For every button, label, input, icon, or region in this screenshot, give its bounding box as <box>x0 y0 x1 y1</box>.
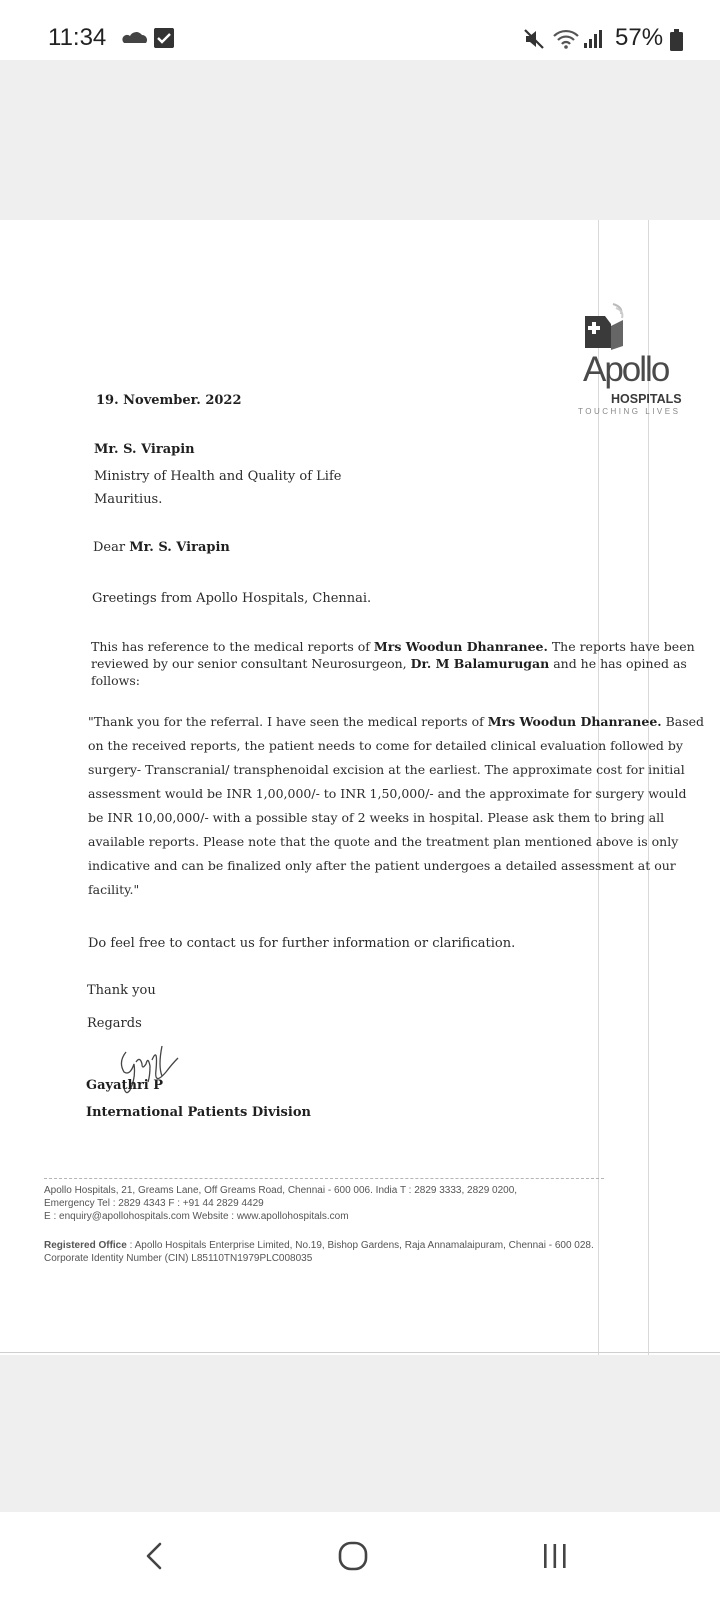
paragraph-line: be INR 10,00,000/- with a possible stay of 2 weeks in hospital. Please ask them to bring all <box>88 810 665 825</box>
paragraph-line: assessment would be INR 1,00,000/- to INR 1,50,000/- and the approximate for surgery would <box>88 786 687 801</box>
recipient-country: Mauritius. <box>94 492 163 507</box>
salutation-prefix: Dear <box>93 540 130 555</box>
cloud-icon <box>122 31 148 45</box>
text: reviewed by our senior consultant Neurosurgeon, <box>91 656 411 671</box>
logo-wordmark: Apollo <box>583 350 669 389</box>
signer-name: Gayathri P <box>86 1078 164 1093</box>
doctor-name: Dr. M Balamurugan <box>410 656 550 671</box>
status-time: 11:34 <box>48 24 107 51</box>
salutation-name: Mr. S. Virapin <box>129 540 230 555</box>
text: Based <box>661 714 705 729</box>
footer-divider <box>44 1178 604 1179</box>
contact-line: Do feel free to contact us for further information or clarification. <box>88 936 516 951</box>
text: : Apollo Hospitals Enterprise Limited, No.19, Bishop Gardens, Raja Annamalaipuram, Chennai - 600 028. <box>126 1240 594 1251</box>
paragraph-line: indicative and can be finalized only after the patient undergoes a detailed assessment at our <box>88 858 676 873</box>
paragraph-line: facility." <box>88 882 140 897</box>
paragraph-line <box>91 638 695 655</box>
check-icon <box>154 28 174 48</box>
mute-icon <box>523 28 545 50</box>
recipient-organization: Ministry of Health and Quality of Life <box>94 469 342 484</box>
home-icon[interactable] <box>338 1540 368 1572</box>
apollo-logo <box>578 302 703 420</box>
text: The reports have been <box>547 639 695 654</box>
back-icon[interactable] <box>140 1538 170 1574</box>
paragraph-line: follows: <box>91 673 140 688</box>
recent-apps-icon[interactable] <box>540 1542 570 1570</box>
paragraph-line: on the received reports, the patient needs to come for detailed clinical evaluation followed by <box>88 738 683 753</box>
patient-name: Mrs Woodun Dhanranee. <box>373 639 548 654</box>
paragraph-line: surgery- Transcranial/ transphenoidal excision at the earliest. The approximate cost for initial <box>88 762 685 777</box>
battery-icon <box>670 29 683 51</box>
footer-label: Registered Office <box>44 1240 127 1251</box>
regards: Regards <box>87 1016 142 1031</box>
salutation <box>93 540 230 555</box>
footer-email-website: E : enquiry@apollohospitals.com Website : www.apollohospitals.com <box>44 1211 349 1222</box>
battery-percent: 57% <box>615 24 664 51</box>
apollo-emblem-icon <box>583 302 635 352</box>
letter-date: 19. November. 2022 <box>96 393 242 408</box>
paragraph-line: available reports. Please note that the quote and the treatment plan mentioned above is only <box>88 834 679 849</box>
thank-you: Thank you <box>87 983 156 998</box>
paragraph-reference <box>91 638 695 689</box>
signer-division: International Patients Division <box>86 1105 311 1120</box>
page-edge <box>0 1352 720 1353</box>
footer-cin: Corporate Identity Number (CIN) L85110TN1979PLC008035 <box>44 1253 313 1264</box>
text: This has reference to the medical reports of <box>91 639 374 654</box>
signal-icon <box>583 29 603 49</box>
wifi-icon <box>553 28 579 50</box>
paragraph-line <box>91 655 695 672</box>
status-bar <box>0 0 720 60</box>
footer-registered-office <box>44 1240 594 1251</box>
footer-emergency: Emergency Tel : 2829 4343 F : +91 44 2829 4429 <box>44 1198 264 1209</box>
text: and he has opined as <box>549 656 687 671</box>
greeting: Greetings from Apollo Hospitals, Chennai. <box>92 591 372 606</box>
letter-page <box>0 220 720 1355</box>
paragraph-quote <box>88 710 704 902</box>
logo-tagline: TOUCHING LIVES <box>578 407 681 416</box>
text: "Thank you for the referral. I have seen the medical reports of <box>88 714 488 729</box>
recipient-name: Mr. S. Virapin <box>94 442 195 457</box>
navigation-bar <box>0 1512 720 1600</box>
patient-name: Mrs Woodun Dhanranee. <box>487 714 662 729</box>
footer-address: Apollo Hospitals, 21, Greams Lane, Off Greams Road, Chennai - 600 006. India T : 2829 3333, 2829 0200, <box>44 1185 518 1196</box>
logo-subtitle: HOSPITALS <box>611 392 682 406</box>
paragraph-line <box>88 710 704 734</box>
